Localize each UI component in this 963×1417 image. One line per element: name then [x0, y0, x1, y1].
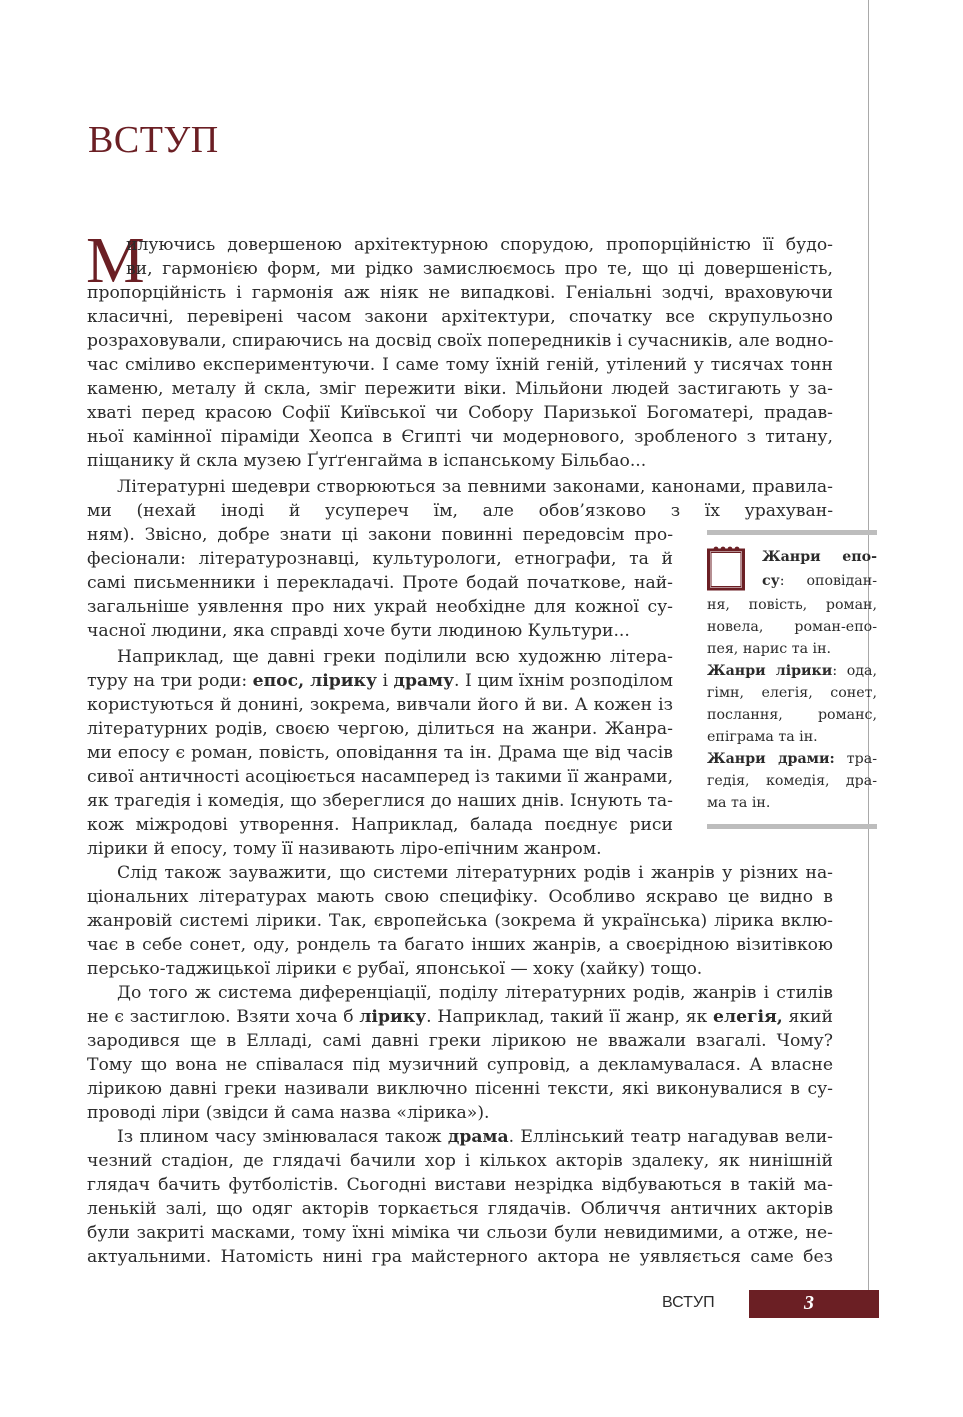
body-text-line: [87, 1197, 833, 1221]
body-text-line: [126, 233, 833, 257]
body-text-line: [87, 693, 673, 717]
bold-term: су: [762, 573, 780, 589]
body-text-line: [117, 981, 833, 1005]
text-run: як трагедія і комедія, що збереглися до наших днів. Існують та-: [87, 791, 673, 811]
text-run: були закриті масками, тому їхні міміка чи сльози були невидимими, а отже, не-: [87, 1223, 833, 1243]
bold-term: елегія,: [713, 1007, 783, 1027]
body-text-line: [87, 1077, 833, 1101]
body-text-line: [87, 595, 673, 619]
body-text-line: [87, 933, 833, 957]
text-run: проводі ліри (звідси й сама назва «лірика»).: [87, 1103, 490, 1123]
body-text-line: [87, 571, 673, 595]
sidebar-text-line: [762, 570, 877, 592]
body-text-line: [87, 789, 673, 813]
text-run: Тому що вона не співалася під музичний супровід, а декламувалася. А власне: [87, 1055, 833, 1075]
bold-term: драму: [393, 671, 455, 691]
text-run: епіграма та ін.: [707, 729, 818, 745]
body-text-line: [117, 475, 833, 499]
text-run: пропорційність і гармонія аж ніяк не випадкові. Геніальні зодчі, враховуючи: [87, 283, 833, 303]
body-text-line: [87, 1173, 833, 1197]
text-run: ви, гармонією форм, ми рідко замислюємось про те, що ці довершеність,: [126, 259, 833, 279]
text-run: ленькій залі, що одяг акторів торкається глядачів. Обличчя античних акторів: [87, 1199, 833, 1219]
bold-term: драма: [447, 1127, 509, 1147]
text-run: До того ж система диференціації, поділу літературних родів, жанрів і стилів: [117, 983, 833, 1003]
text-run: . Наприклад, такий її жанр, як: [426, 1007, 714, 1027]
bold-term: Жанри драми:: [707, 751, 835, 767]
text-run: каменю, металу й скла, зміг пережити віки. Мільйони людей застигають у за-: [87, 379, 833, 399]
text-run: чезний стадіон, де глядачі бачили хор і кількох акторів здалеку, як нинішній: [87, 1151, 833, 1171]
text-run: сивої античності асоціюється насамперед із такими її жанрами,: [87, 767, 673, 787]
body-text-line: [87, 329, 833, 353]
text-run: користуються й донині, зокрема, вивчали його й ви. А кожен із: [87, 695, 673, 715]
body-text-line: [87, 837, 673, 861]
text-run: і: [376, 671, 394, 691]
text-run: новела, роман-епо-: [707, 619, 877, 635]
text-run: . І цим їхнім розподілом: [454, 671, 673, 691]
text-run: який: [782, 1007, 833, 1027]
text-run: літературних родів, своєю чергою, ділиться на жанри. Жанра-: [87, 719, 673, 739]
sidebar-text-line: [707, 682, 877, 704]
text-run: . Еллінський театр нагадував вели-: [508, 1127, 833, 1147]
sidebar-text-line: [762, 546, 877, 568]
page-number: 3: [804, 1292, 814, 1314]
body-text-line: [87, 499, 833, 523]
text-run: Наприклад, ще давні греки поділили всю художню літера-: [117, 647, 673, 667]
text-run: лірикою давні греки називали виключно пісенні тексти, які виконувалися в су-: [87, 1079, 833, 1099]
text-run: часної людини, яка справді хоче бути людиною Культури...: [87, 621, 630, 641]
body-text-line: [87, 1245, 833, 1269]
body-text-line: [87, 885, 833, 909]
text-run: ми (нехай іноді й усупереч їм, але обов’язково з їх урахуван-: [87, 501, 833, 521]
sidebar-text-line: [707, 792, 877, 814]
text-run: класичні, перевірені часом закони архітектури, спочатку все скрупульозно: [87, 307, 833, 327]
text-run: Слід також зауважити, що системи літературних родів і жанрів у різних на-: [117, 863, 833, 883]
body-text-line: [87, 1053, 833, 1077]
bold-term: Жанри лірики: [707, 663, 833, 679]
body-text-line: [87, 547, 673, 571]
text-run: илуючись довершеною архітектурною спорудою, пропорційністю її будо-: [126, 235, 833, 255]
body-text-line: [87, 523, 673, 547]
text-run: ціональних літературах мають свою специфіку. Особливо яскраво це видно в: [87, 887, 833, 907]
text-run: : оповідан-: [779, 573, 877, 589]
body-text-line: [87, 1221, 833, 1245]
text-run: ньої камінної піраміди Хеопса в Єгипті чи модернового, зробленого з титану,: [87, 427, 833, 447]
text-run: тра-: [834, 751, 877, 767]
text-run: гедія, комедія, дра-: [707, 773, 877, 789]
body-text-line: [87, 425, 833, 449]
body-text-line: [126, 257, 833, 281]
body-text-line: [87, 1101, 833, 1125]
body-text-line: [87, 741, 673, 765]
sidebar-text-line: [707, 748, 877, 770]
text-run: самі письменники і перекладачі. Проте бодай початкове, най-: [87, 573, 673, 593]
text-run: Із плином часу змінювалася також: [117, 1127, 448, 1147]
body-text-line: [87, 377, 833, 401]
text-run: глядач бачить футболістів. Сьогодні вистави незрідка відбуваються в такій ма-: [87, 1175, 833, 1195]
text-run: ма та ін.: [707, 795, 771, 811]
sidebar-text-line: [707, 638, 877, 660]
text-run: лірики й епосу, тому її називають ліро-епічним жанром.: [87, 839, 602, 859]
text-run: час сміливо експериментуючи. І саме тому їхній геній, утілений у тисячах тонн: [87, 355, 833, 375]
body-text-line: [87, 765, 673, 789]
sidebar-text-line: [707, 594, 877, 616]
body-text-line: [87, 305, 833, 329]
sidebar-text-line: [707, 660, 877, 682]
bold-term: епос, лірику: [252, 671, 377, 691]
sidebar-bottom-rule: [707, 824, 877, 829]
sidebar-text-line: [707, 770, 877, 792]
body-text-line: [87, 449, 833, 473]
body-text-line: [87, 281, 833, 305]
text-run: розраховували, спираючись на досвід своїх попередників і сучасників, але водно-: [87, 331, 833, 351]
sidebar-text-line: [707, 704, 877, 726]
body-text-line: [87, 717, 673, 741]
page-title: ВСТУП: [88, 119, 219, 161]
text-run: Літературні шедеври створюються за певними законами, канонами, правила-: [117, 477, 833, 497]
body-text-line: [117, 1125, 833, 1149]
text-run: чає в себе сонет, оду, рондель та багато інших жанрів, а своєрідною візитівкою: [87, 935, 833, 955]
body-text-line: [87, 1005, 833, 1029]
footer-page-bar: [749, 1290, 879, 1318]
body-text-line: [87, 669, 673, 693]
text-run: зародився ще в Елладі, самі давні греки лірикою не вважали взагалі. Чому?: [87, 1031, 833, 1051]
body-text-line: [87, 1149, 833, 1173]
sidebar-text-line: [707, 726, 877, 748]
body-text-line: [117, 645, 673, 669]
footer-section-label: ВСТУП: [662, 1294, 715, 1311]
text-run: персько-таджицької лірики є рубаї, японської — хоку (хайку) тощо.: [87, 959, 703, 979]
body-text-line: [87, 813, 673, 837]
text-run: пея, нарис та ін.: [707, 641, 832, 657]
text-run: кож міжродові утворення. Наприклад, балада поєднує риси: [87, 815, 673, 835]
text-run: гімн, елегія, сонет,: [707, 685, 877, 701]
body-text-line: [87, 909, 833, 933]
text-run: хваті перед красою Софії Київської чи Собору Паризької Богоматері, прадав-: [87, 403, 833, 423]
sidebar-top-rule: [707, 530, 877, 535]
text-run: фесіонали: літературознавці, культурологи, етнографи, та й: [87, 549, 673, 569]
bold-term: лірику: [359, 1007, 427, 1027]
text-run: ня, повість, роман,: [707, 597, 877, 613]
body-text-line: [87, 957, 833, 981]
body-text-line: [87, 1029, 833, 1053]
text-run: : ода,: [832, 663, 877, 679]
text-run: актуальними. Натомість нині гра майстерного актора не уявляється саме без: [87, 1247, 833, 1267]
bold-term: Жанри епо-: [762, 549, 877, 565]
text-run: піщанику й скла музею Ґуґґенгайма в іспанському Більбао...: [87, 451, 647, 471]
drop-cap: М: [86, 224, 145, 297]
text-run: ням). Звісно, добре знати ці закони повинні передовсім про-: [87, 525, 673, 545]
text-run: жанровій системі лірики. Так, європейська (зокрема й українська) лірика вклю-: [87, 911, 833, 931]
body-text-line: [87, 353, 833, 377]
body-text-line: [87, 401, 833, 425]
text-run: ми епосу є роман, повість, оповідання та ін. Драма ще від часів: [87, 743, 673, 763]
notepad-icon: [707, 545, 745, 591]
text-run: не є застиглою. Взяти хоча б: [87, 1007, 360, 1027]
sidebar-text-line: [707, 616, 877, 638]
text-run: загальніше уявлення про них украй необхідне для кожної су-: [87, 597, 673, 617]
body-text-line: [117, 861, 833, 885]
body-text-line: [87, 619, 673, 643]
text-run: туру на три роди:: [87, 671, 253, 691]
text-run: послання, романс,: [707, 707, 877, 723]
